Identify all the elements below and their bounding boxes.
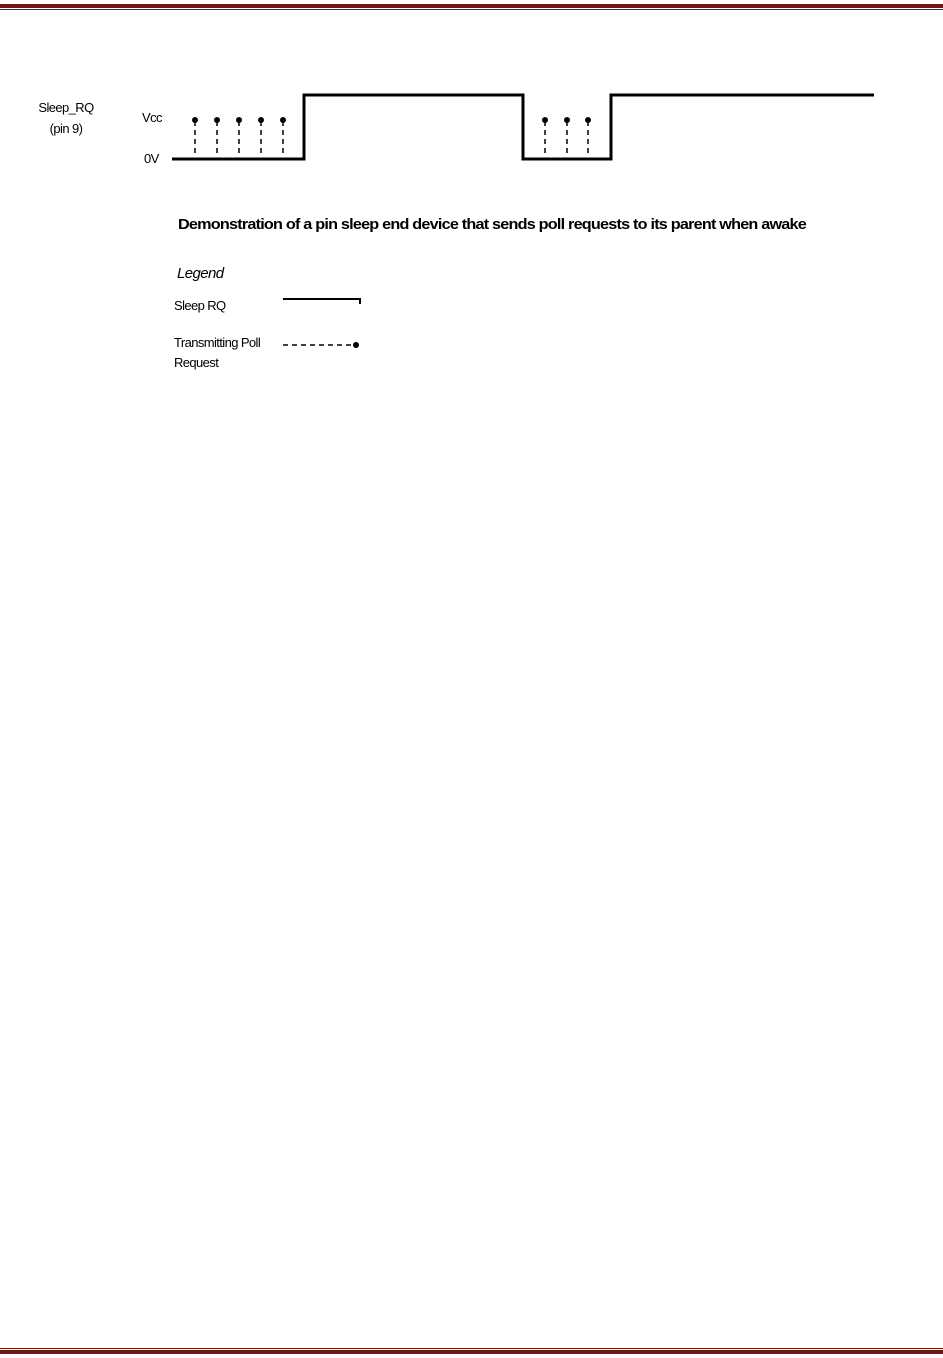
signal-pin: (pin 9) — [49, 121, 83, 136]
vcc-label: Vcc — [142, 110, 162, 125]
bottom-rule — [0, 1348, 943, 1354]
poll-request-marker — [192, 117, 198, 157]
poll-request-marker — [236, 117, 242, 157]
signal-name: Sleep_RQ — [38, 100, 94, 115]
poll-request-marker — [585, 117, 591, 157]
legend-label-sleep-rq: Sleep RQ — [174, 298, 226, 313]
timing-diagram — [0, 0, 943, 420]
poll-request-group-2 — [542, 117, 591, 157]
poll-request-marker — [564, 117, 570, 157]
diagram-caption: Demonstration of a pin sleep end device that sends poll requests to its parent when awake — [178, 217, 807, 233]
sleep-rq-waveform — [172, 95, 874, 159]
legend-label-poll-line2: Request — [174, 355, 219, 370]
poll-request-marker — [214, 117, 220, 157]
poll-request-marker — [258, 117, 264, 157]
poll-request-marker — [542, 117, 548, 157]
poll-request-group-1 — [192, 117, 286, 157]
poll-request-marker — [280, 117, 286, 157]
legend-sample-dot — [353, 342, 359, 348]
legend-sample-solid — [283, 299, 360, 304]
legend-label-poll-line1: Transmitting Poll — [174, 335, 261, 350]
zero-volt-label: 0V — [144, 151, 159, 166]
legend-title: Legend — [177, 265, 224, 282]
